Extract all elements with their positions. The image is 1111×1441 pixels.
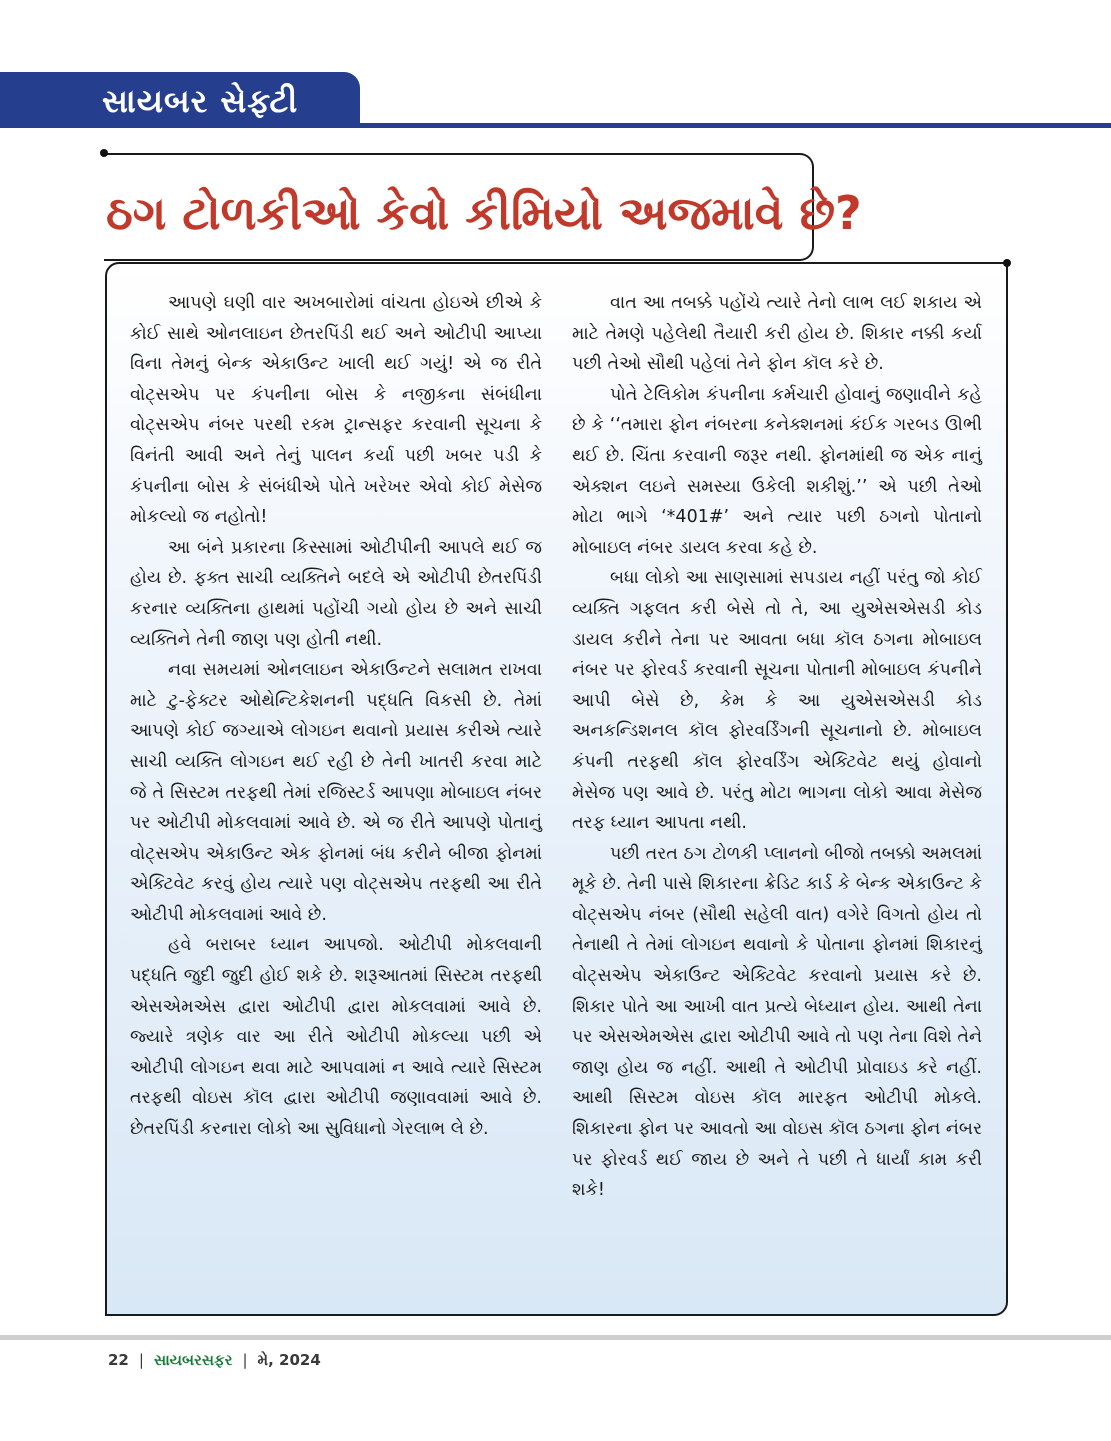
- magazine-name: સાયબરસફર: [153, 1351, 233, 1369]
- footer-separator: |: [138, 1351, 144, 1369]
- paragraph: નવા સમયમાં ઓનલાઇન એકાઉન્ટને સલામત રાખવા માટે ટુ-ફેક્ટર ઓથેન્ટિકેશનની પદ્ધતિ વિકસી છે. તેમાં આપણે કોઈ જગ્યાએ લોગઇન થવાનો પ્રયાસ કરીએ ત્યારે સાચી વ્યક્તિ લોગઇન થઈ રહી છે તેની ખાતરી કરવા માટે જે તે સિસ્ટમ તરફથી તેમાં રજિસ્ટર્ડ આપણા મોબાઇલ નંબર પર ઓટીપી મોકલવામાં આવે છે. એ જ રીતે આપણે પોતાનું વોટ્સએપ એકાઉન્ટ એક ફોનમાં બંધ કરીને બીજા ફોનમાં એક્ટિવેટ કરવું હોય ત્યારે પણ વોટ્સએપ તરફથી આ રીતે ઓટીપી મોકલવામાં આવે છે.: [130, 660, 542, 925]
- article-title: ઠગ ટોળકીઓ કેવો કીમિયો અજમાવે છે?: [106, 186, 862, 240]
- paragraph: પોતે ટેલિકોમ કંપનીના કર્મચારી હોવાનું જણાવીને કહે છે કે ‘‘તમારા ફોન નંબરના કનેક્શનમાં કંઈક ગરબડ ઊભી થઈ છે. ચિંતા કરવાની જરૂર નથી. ફોનમાંથી જ એક નાનું એક્શન લઇને સમસ્યા ઉકેલી શકીશું.’’ એ પછી તેઓ મોટા ભાગે ‘*401#’ અને ત્યાર પછી ઠગનો પોતાનો મોબાઇલ નંબર ડાયલ કરવા કહે છે.: [572, 384, 982, 558]
- footer-rule: [0, 1335, 1111, 1340]
- article-column-right: [572, 288, 982, 1206]
- body-frame-dot: [1003, 259, 1011, 267]
- page-number: 22: [108, 1351, 129, 1369]
- paragraph: હવે બરાબર ધ્યાન આપજો. ઓટીપી મોકલવાની પદ્ધતિ જુદી જુદી હોઈ શકે છે. શરૂઆતમાં સિસ્ટમ તરફથી એસએમએસ દ્વારા ઓટીપી દ્વારા મોકલવામાં આવે છે. જ્યારે ત્રણેક વાર આ રીતે ઓટીપી મોકલ્યા પછી એ ઓટીપી લોગઇન થવા માટે આપવામાં ન આવે ત્યારે સિસ્ટમ તરફથી વોઇસ કૉલ દ્વારા ઓટીપી જણાવવામાં આવે છે. છેતરપિંડી કરનારા લોકો આ સુવિધાનો ગેરલાભ લે છે.: [130, 935, 542, 1140]
- paragraph: આ બંને પ્રકારના કિસ્સામાં ઓટીપીની આપલે થઈ જ હોય છે. ફક્ત સાચી વ્યક્તિને બદલે એ ઓટીપી છેતરપિંડી કરનાર વ્યક્તિના હાથમાં પહોંચી ગયો હોય છે અને સાચી વ્યક્તિને તેની જાણ પણ હોતી નથી.: [130, 537, 542, 650]
- paragraph: આપણે ઘણી વાર અખબારોમાં વાંચતા હોઇએ છીએ કે કોઈ સાથે ઓનલાઇન છેતરપિંડી થઈ અને ઓટીપી આપ્યા વિના તેમનું બેન્ક એકાઉન્ટ ખાલી થઈ ગયું! એ જ રીતે વોટ્સએપ પર કંપનીના બોસ કે નજીકના સંબંધીના વોટ્સએપ નંબર પરથી રકમ ટ્રાન્સફર કરવાની સૂચના કે વિનંતી આવી અને તેનું પાલન કર્યા પછી ખબર પડી કે કંપનીના બોસ કે સંબંધીએ પોતે ખરેખર એવો કોઈ મેસેજ મોકલ્યો જ નહોતો!: [130, 293, 542, 528]
- issue-date: મે, 2024: [257, 1351, 321, 1369]
- footer-separator: |: [242, 1351, 248, 1369]
- page-footer: [108, 1348, 321, 1372]
- paragraph: બધા લોકો આ સાણસામાં સપડાય નહીં પરંતુ જો કોઈ વ્યક્તિ ગફલત કરી બેસે તો તે, આ યુએસએસડી કોડ ડાયલ કરીને તેના પર આવતા બધા કૉલ ઠગના મોબાઇલ નંબર પર ફોરવર્ડ કરવાની સૂચના પોતાની મોબાઇલ કંપનીને આપી બેસે છે, કેમ કે આ યુએસએસડી કોડ અનકન્ડિશનલ કૉલ ફોરવર્ડિંગની સૂચનાનો છે. મોબાઇલ કંપની તરફથી કૉલ ફોરવર્ડિંગ એક્ટિવેટ થયું હોવાનો મેસેજ પણ આવે છે. પરંતુ મોટા ભાગના લોકો આવા મેસેજ તરફ ધ્યાન આપતા નથી.: [572, 568, 982, 834]
- section-label: સાયબર સેફ્ટી: [102, 82, 299, 120]
- paragraph: પછી તરત ઠગ ટોળકી પ્લાનનો બીજો તબક્કો અમલમાં મૂકે છે. તેની પાસે શિકારના ક્રેડિટ કાર્ડ કે બેન્ક એકાઉન્ટ કે વોટ્સએપ નંબર (સૌથી સહેલી વાત) વગેરે વિગતો હોય તો તેનાથી તે તેમાં લોગઇન થવાનો કે પોતાના ફોનમાં શિકારનું વોટ્સએપ એકાઉન્ટ એક્ટિવેટ કરવાનો પ્રયાસ કરે છે. શિકાર પોતે આ આખી વાત પ્રત્યે બેધ્યાન હોય. આથી તેના પર એસએમએસ દ્વારા ઓટીપી આવે તો પણ તેના વિશે તેને જાણ હોય જ નહીં. આથી તે ઓટીપી પ્રોવાઇડ કરે નહીં. આથી સિસ્ટમ વોઇસ કૉલ મારફત ઓટીપી મોકલે. શિકારના ફોન પર આવતો આ વોઇસ કૉલ ઠગના ફોન નંબર પર ફોરવર્ડ થઈ જાય છે અને તે પછી તે ધાર્યાં કામ કરી શકે!: [572, 843, 982, 1201]
- paragraph: વાત આ તબક્કે પહોંચે ત્યારે તેનો લાભ લઈ શકાય એ માટે તેમણે પહેલેથી તૈયારી કરી હોય છે. શિકાર નક્કી કર્યા પછી તેઓ સૌથી પહેલાં તેને ફોન કૉલ કરે છે.: [572, 293, 982, 375]
- title-frame-dot: [100, 149, 108, 157]
- article-column-left: [130, 288, 542, 1145]
